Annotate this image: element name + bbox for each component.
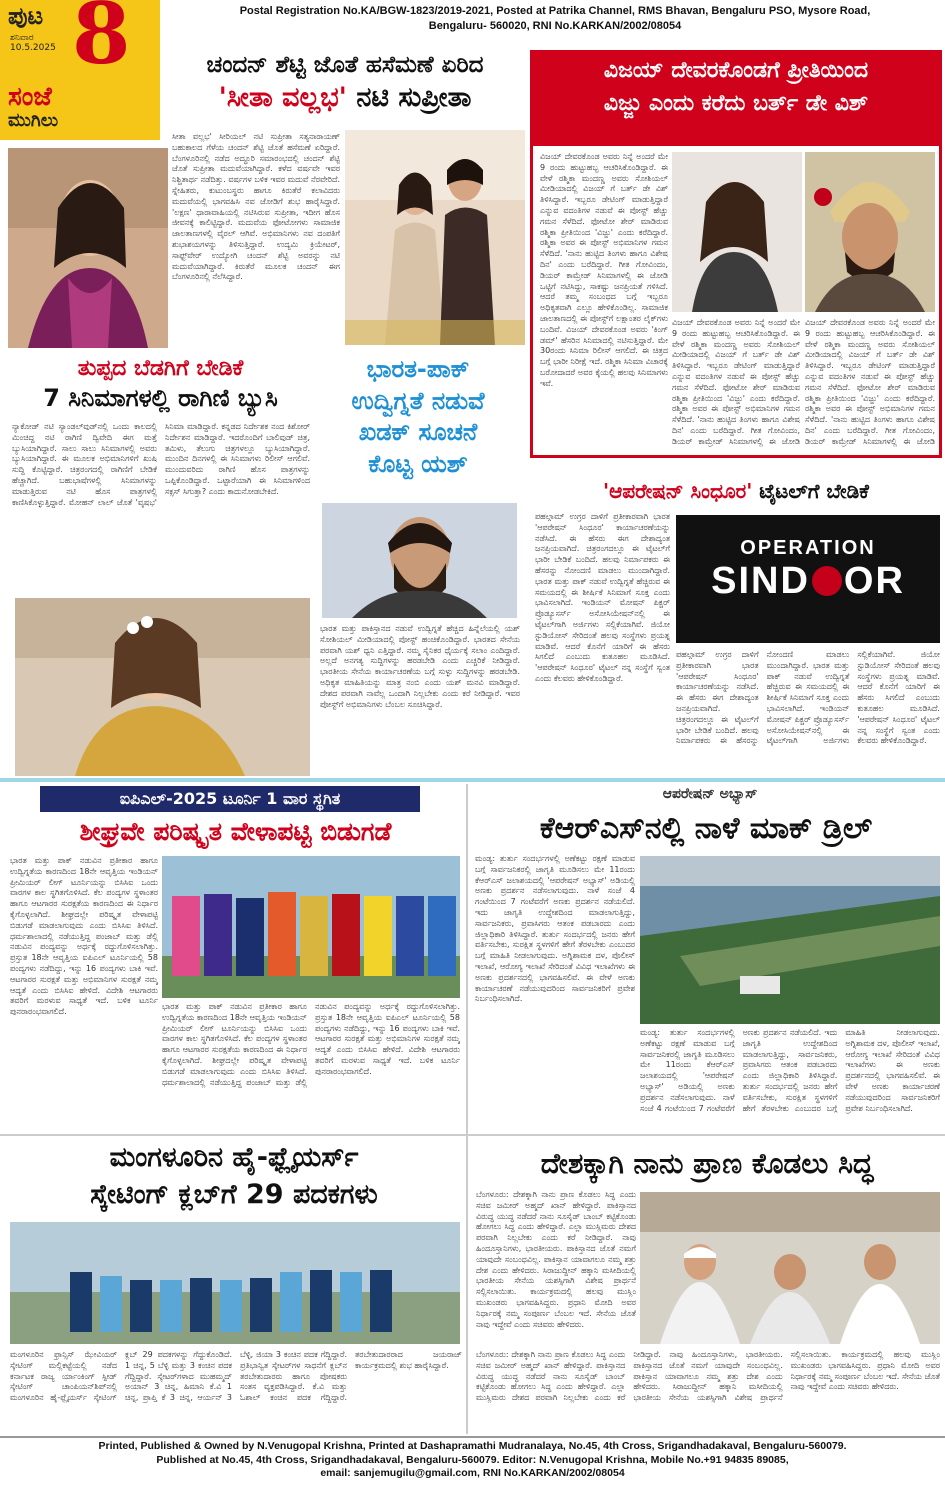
story1-headline-rest: ನಟಿ ಸುಪ್ರೀತಾ (346, 82, 472, 114)
rashmika-photo (672, 152, 802, 312)
story7-kicker: ಆಪರೇಷನ್ ಅಭ್ಯಾಸ್ (662, 786, 758, 802)
footer-line-3: email: sanjemugilu@gmail.com, RNI No.KARKAN/2002/08054 (320, 1467, 625, 1480)
story5-body-lower: ಪಹಲ್ಗಾಮ್ ಉಗ್ರರ ದಾಳಿಗೆ ಪ್ರತೀಕಾರವಾಗಿ ಭಾರತ 'ಆಪರೇಷನ್ ಸಿಂಧೂರ' ಕಾರ್ಯಾಚರಣೆಯನ್ನು ನಡೆಸಿದೆ. ಈ ಹೆಸರು ಈಗ ದೇಶಾದ್ಯಂತ ಜನಪ್ರಿಯವಾಗಿದೆ. ಚಿತ್ರರಂಗದಲ್ಲೂ ಈ ಟೈಟಲ್‌ಗೆ ಭಾರೀ ಬೇಡಿಕೆ ಬಂದಿದೆ. ಹಲವು ನಿರ್ಮಾಪಕರು ಈ ಹೆಸರನ್ನು ನೋಂದಣಿ ಮಾಡಲು ಮುಂದಾಗಿದ್ದಾರೆ. ಭಾರತ ಮತ್ತು ಪಾಕ್ ನಡುವೆ ಉದ್ವಿಗ್ನತೆ ಹೆಚ್ಚಿರುವ ಈ ಸಮಯದಲ್ಲಿ ಈ ಶೀರ್ಷಿಕೆ ಸಿನಿಮಾಗೆ ಸೂಕ್ತ ಎಂದು ಭಾವಿಸಲಾಗಿದೆ. ಇಂಡಿಯನ್ ಮೋಷನ್ ಪಿಕ್ಚರ್ ಪ್ರೊಡ್ಯೂಸರ್ಸ್ ಅಸೋಸಿಯೇಷನ್‌ನಲ್ಲಿ ಈ ಟೈಟಲ್‌ಗಾಗಿ ಅರ್ಜಿಗಳು ಸಲ್ಲಿಕೆಯಾಗಿವೆ. ಜಿಯೋ ಸ್ಟುಡಿಯೋಸ್ ಸೇರಿದಂತೆ ಹಲವು ಸಂಸ್ಥೆಗಳು ಪ್ರಯತ್ನ ಮಾಡಿವೆ. ಆದರೆ ಕೊನೆಗೆ ಯಾರಿಗೆ ಈ ಹೆಸರು ಸಿಗಲಿದೆ ಎಂಬುದು ಕುತೂಹಲ ಮೂಡಿಸಿದೆ. 'ಆಪರೇಷನ್ ಸಿಂಧೂರ' ಟೈಟಲ್ ನನ್ನ ಸಂಸ್ಥೆಗೆ ಸ್ವಂತ ಎಂದು ಕೆಲವರು ಹೇಳಿಕೊಂಡಿದ್ದಾರೆ. (676, 650, 940, 746)
story6-body-left: ಭಾರತ ಮತ್ತು ಪಾಕ್ ನಡುವಿನ ಪ್ರತೀಕಾರ ಹಾಗೂ ಉದ್ವಿಗ್ನತೆಯ ಕಾರಣದಿಂದ 18ನೇ ಆವೃತ್ತಿಯ ಇಂಡಿಯನ್ ಪ್ರೀಮಿಯರ್ ಲೀಗ್ ಟೂರ್ನಿಯನ್ನು ಬಿಸಿಸಿಐ ಒಂದು ವಾರಗಳ ಕಾಲ ಸ್ಥಗಿತಗೊಳಿಸಿದೆ. ಕೆಲ ಪಂದ್ಯಗಳ ಸ್ಥಳಾಂತರ ಹಾಗೂ ಆಟಗಾರರ ಸುರಕ್ಷತೆಯ ಕಾರಣದಿಂದ ಈ ನಿರ್ಧಾರ ಕೈಗೊಳ್ಳಲಾಗಿದೆ. ಶೀಘ್ರದಲ್ಲೇ ಪರಿಷ್ಕೃತ ವೇಳಾಪಟ್ಟಿ ಬಿಡುಗಡೆ ಮಾಡಲಾಗುವುದು ಎಂದು ಬಿಸಿಸಿಐ ತಿಳಿಸಿದೆ. ಧರ್ಮಶಾಲಾದಲ್ಲಿ ನಡೆಯುತ್ತಿದ್ದ ಪಂಜಾಬ್ ಮತ್ತು ಡೆಲ್ಲಿ ನಡುವಿನ ಪಂದ್ಯವನ್ನು ಅರ್ಧಕ್ಕೆ ರದ್ದುಗೊಳಿಸಲಾಗಿತ್ತು. ಪ್ರಸ್ತುತ 18ನೇ ಆವೃತ್ತಿಯ ಐಪಿಎಲ್ ಟೂರ್ನಿಯಲ್ಲಿ 58 ಪಂದ್ಯಗಳು ನಡೆದಿದ್ದು, ಇನ್ನು 16 ಪಂದ್ಯಗಳು ಬಾಕಿ ಇವೆ. ಆಟಗಾರರ ಸುರಕ್ಷತೆ ಮತ್ತು ಅಭಿಮಾನಿಗಳ ಸುರಕ್ಷತೆ ನಮ್ಮ ಆದ್ಯತೆ ಎಂದು ಬಿಸಿಸಿಐ ಹೇಳಿದೆ. ವಿದೇಶಿ ಆಟಗಾರರು ತವರಿಗೆ ಮರಳುವ ಸಾಧ್ಯತೆ ಇದೆ. ಬಳಿಕ ಟೂರ್ನಿ ಪುನರಾರಂಭವಾಗಲಿದೆ. (10, 856, 158, 1017)
story4-body: ಭಾರತ ಮತ್ತು ಪಾಕಿಸ್ತಾನದ ನಡುವೆ ಉದ್ವಿಗ್ನತೆ ಹೆಚ್ಚಿದ ಹಿನ್ನೆಲೆಯಲ್ಲಿ ಯಶ್ ಸೋಶಿಯಲ್ ಮೀಡಿಯಾದಲ್ಲಿ ಪೋಸ್ಟ್ ಹಂಚಿಕೊಂಡಿದ್ದಾರೆ. ಭಾರತದ ಸೇನೆಯ ಪರವಾಗಿ ಯಶ್ ಧ್ವನಿ ಎತ್ತಿದ್ದಾರೆ. ನಮ್ಮ ಸೈನಿಕರ ಧೈರ್ಯಕ್ಕೆ ಸಲಾಂ ಎಂದಿದ್ದಾರೆ. ಅಲ್ಲದೆ ಅನಗತ್ಯ ಸುದ್ದಿಗಳನ್ನು ಹರಡಬೇಡಿ ಎಂದು ಎಚ್ಚರಿಕೆ ನೀಡಿದ್ದಾರೆ. ಭಾರತೀಯ ಸೇನೆಯ ಕಾರ್ಯಾಚರಣೆಯ ಬಗ್ಗೆ ಸುಳ್ಳು ಸುದ್ದಿಗಳನ್ನು ಹರಡಬೇಡಿ. ಅಧಿಕೃತ ಮಾಹಿತಿಯನ್ನು ಮಾತ್ರ ನಂಬಿ ಎಂದು ಯಶ್ ಮನವಿ ಮಾಡಿದ್ದಾರೆ. ದೇಶದ ಪರವಾಗಿ ನಾವೆಲ್ಲ ಒಂದಾಗಿ ನಿಲ್ಲಬೇಕು ಎಂದು ಕರೆ ನೀಡಿದ್ದಾರೆ. ಇವರ ಪೋಸ್ಟ್‌ಗೆ ಅಭಿಮಾನಿಗಳು ಬೆಂಬಲ ಸೂಚಿಸಿದ್ದಾರೆ. (320, 624, 520, 709)
story3-headline-line2: 7 ಸಿನಿಮಾಗಳಲ್ಲಿ ರಾಗಿಣಿ ಬ್ಯುಸಿ (43, 384, 278, 413)
story5-headline (530, 480, 942, 503)
story2-body-center: ವಿಜಯ್ ದೇವರಕೊಂಡ ಅವರು ನಿನ್ನೆ ಅಂದರೆ ಮೇ 9 ರಂದು ಹುಟ್ಟುಹಬ್ಬ ಆಚರಿಸಿಕೊಂಡಿದ್ದಾರೆ. ಈ ವೇಳೆ ರಶ್ಮಿಕಾ ಮಂದಣ್ಣ ಅವರು ಸೋಶಿಯಲ್ ಮೀಡಿಯಾದಲ್ಲಿ ವಿಜಯ್ ಗೆ ಬರ್ತ್ ಡೇ ವಿಶ್ ತಿಳಿಸಿದ್ದಾರೆ. ಇಬ್ಬರೂ ಡೇಟಿಂಗ್ ಮಾಡುತ್ತಿದ್ದಾರೆ ಎನ್ನುವ ವದಂತಿಗಳ ನಡುವೆ ಈ ಪೋಸ್ಟ್ ಹೆಚ್ಚು ಗಮನ ಸೆಳೆದಿದೆ. ಫೋಟೋ ಶೇರ್ ಮಾಡಿರುವ ರಶ್ಮಿಕಾ ಪ್ರೀತಿಯಿಂದ 'ವಿಜ್ಜು' ಎಂದು ಕರೆದಿದ್ದಾರೆ. ರಶ್ಮಿಕಾ ಅವರ ಈ ಪೋಸ್ಟ್ ಅಭಿಮಾನಿಗಳ ಗಮನ ಸೆಳೆದಿದೆ. 'ನಾನು ಹುಟ್ಟಿದ ತಿಂಗಳು ಹಾಗೂ ವಿಶೇಷ ದಿನ' ಎಂದು ಬರೆದಿದ್ದಾರೆ. ಗೀತ ಗೋವಿಂದಂ, ಡಿಯರ್ ಕಾಮ್ರೇಡ್ ಸಿನಿಮಾಗಳಲ್ಲಿ ಈ ಜೋಡಿ (672, 318, 800, 446)
postal-line-2: Bengaluru- 560020, RNI No.KARKAN/2002/08054 (428, 19, 682, 32)
story3-headline (8, 356, 313, 413)
imprint-footer (0, 1440, 945, 1491)
operation-sindoor-graphic (676, 515, 940, 643)
story5-body: ಪಹಲ್ಗಾಮ್ ಉಗ್ರರ ದಾಳಿಗೆ ಪ್ರತೀಕಾರವಾಗಿ ಭಾರತ 'ಆಪರೇಷನ್ ಸಿಂಧೂರ' ಕಾರ್ಯಾಚರಣೆಯನ್ನು ನಡೆಸಿದೆ. ಈ ಹೆಸರು ಈಗ ದೇಶಾದ್ಯಂತ ಜನಪ್ರಿಯವಾಗಿದೆ. ಚಿತ್ರರಂಗದಲ್ಲೂ ಈ ಟೈಟಲ್‌ಗೆ ಭಾರೀ ಬೇಡಿಕೆ ಬಂದಿದೆ. ಹಲವು ನಿರ್ಮಾಪಕರು ಈ ಹೆಸರನ್ನು ನೋಂದಣಿ ಮಾಡಲು ಮುಂದಾಗಿದ್ದಾರೆ. ಭಾರತ ಮತ್ತು ಪಾಕ್ ನಡುವೆ ಉದ್ವಿಗ್ನತೆ ಹೆಚ್ಚಿರುವ ಈ ಸಮಯದಲ್ಲಿ ಈ ಶೀರ್ಷಿಕೆ ಸಿನಿಮಾಗೆ ಸೂಕ್ತ ಎಂದು ಭಾವಿಸಲಾಗಿದೆ. ಇಂಡಿಯನ್ ಮೋಷನ್ ಪಿಕ್ಚರ್ ಪ್ರೊಡ್ಯೂಸರ್ಸ್ ಅಸೋಸಿಯೇಷನ್‌ನಲ್ಲಿ ಈ ಟೈಟಲ್‌ಗಾಗಿ ಅರ್ಜಿಗಳು ಸಲ್ಲಿಕೆಯಾಗಿವೆ. ಜಿಯೋ ಸ್ಟುಡಿಯೋಸ್ ಸೇರಿದಂತೆ ಹಲವು ಸಂಸ್ಥೆಗಳು ಪ್ರಯತ್ನ ಮಾಡಿವೆ. ಆದರೆ ಕೊನೆಗೆ ಯಾರಿಗೆ ಈ ಹೆಸರು ಸಿಗಲಿದೆ ಎಂಬುದು ಕುತೂಹಲ ಮೂಡಿಸಿದೆ. 'ಆಪರೇಷನ್ ಸಿಂಧೂರ' ಟೈಟಲ್ ನನ್ನ ಸಂಸ್ಥೆಗೆ ಸ್ವಂತ ಎಂದು ಕೆಲವರು ಹೇಳಿಕೊಂಡಿದ್ದಾರೆ. (535, 512, 670, 683)
sindoor-dot-icon (812, 566, 842, 596)
issue-day: ಶನಿವಾರ (10, 33, 34, 43)
footer-rule (0, 1436, 945, 1438)
story4-headline (318, 356, 518, 478)
footer-line-1: Printed, Published & Owned by N.Venugopal Krishna, Printed at Dashapramathi Mudranalaya, No.45, 4th Cross, Srigandhadakaval, Bengaluru-560079. (98, 1440, 847, 1452)
issue-date (10, 34, 56, 54)
story7-body-left: ಮಂಡ್ಯ: ತುರ್ತು ಸಂದರ್ಭಗಳಲ್ಲಿ ಅಣೆಕಟ್ಟು ರಕ್ಷಣೆ ಮಾಡುವ ಬಗ್ಗೆ ಸಾರ್ವಜನಿಕರಲ್ಲಿ ಜಾಗೃತಿ ಮೂಡಿಸಲು ಮೇ 11ರಂದು ಕೆಆರ್‌ಎಸ್ ಜಲಾಶಯದಲ್ಲಿ 'ಆಪರೇಷನ್ ಅಭ್ಯಾಸ್' ಅಡಿಯಲ್ಲಿ ಅಣಕು ಪ್ರದರ್ಶನ ನಡೆಸಲಾಗುವುದು. ನಾಳೆ ಸಂಜೆ 4 ಗಂಟೆಯಿಂದ 7 ಗಂಟೆವರೆಗೆ ಅಣಕು ಪ್ರದರ್ಶನ ನಡೆಯಲಿದೆ. ಇದು ಜಾಗೃತಿ ಉದ್ದೇಶದಿಂದ ಮಾಡಲಾಗುತ್ತಿದ್ದು, ಸಾರ್ವಜನಿಕರು, ಪ್ರವಾಸಿಗರು ಆತಂಕ ಪಡಬಾರದು ಎಂದು ಜಿಲ್ಲಾಧಿಕಾರಿ ತಿಳಿಸಿದ್ದಾರೆ. ತುರ್ತು ಸಂದರ್ಭದಲ್ಲಿ ಜನರು ಹೇಗೆ ವರ್ತಿಸಬೇಕು, ಸುರಕ್ಷಿತ ಸ್ಥಳಗಳಿಗೆ ಹೇಗೆ ತೆರಳಬೇಕು ಎಂಬುದರ ಬಗ್ಗೆ ಮಾಹಿತಿ ನೀಡಲಾಗುವುದು. ಅಗ್ನಿಶಾಮಕ ದಳ, ಪೊಲೀಸ್ ಇಲಾಖೆ, ಆರೋಗ್ಯ ಇಲಾಖೆ ಸೇರಿದಂತೆ ವಿವಿಧ ಇಲಾಖೆಗಳು ಈ ಅಣಕು ಪ್ರದರ್ಶನದಲ್ಲಿ ಭಾಗವಹಿಸಲಿವೆ. ಈ ವೇಳೆ ಅಣಕು ಕಾರ್ಯಾಚರಣೆ ನಡೆಯುವುದರಿಂದ ಸಾರ್ವಜನಿಕರಿಗೆ ಪ್ರವೇಶ ನಿರ್ಬಂಧಿಸಲಾಗಿದೆ. (475, 854, 635, 1004)
story8-headline-line2: ಸ್ಕೇಟಿಂಗ್ ಕ್ಲಬ್‌ಗೆ 29 ಪದಕಗಳು (90, 1179, 378, 1211)
story5-headline-rest: ಟೈಟಲ್‌ಗೆ ಬೇಡಿಕೆ (752, 479, 869, 503)
page-word: ಪುಟ (8, 2, 44, 30)
story2-headline-line1: ವಿಜಯ್ ದೇವರಕೊಂಡಗೆ ಪ್ರೀತಿಯಿಂದ (603, 58, 869, 83)
story1-headline-line1: ಚಂದನ್ ಶೆಟ್ಟಿ ಜೊತೆ ಹಸೆಮಣೆ ಏರಿದ (206, 52, 484, 78)
page-number: 8 (72, 0, 131, 83)
footer-line-2: Published at No.45, 4th Cross, Srigandhadakaval, Bengaluru-560079. Editor: N.Venugopal Krishna, Mobile No.+91 94835 89085, (156, 1453, 789, 1466)
postal-registration (170, 4, 940, 34)
section-divider (0, 778, 945, 782)
brand-subtitle: ಮುಗಿಲು (8, 110, 59, 131)
story8-headline-line1: ಮಂಗಳೂರಿನ ಹೈ-ಫ್ಲೈಯರ್ಸ್ (109, 1142, 359, 1173)
story5-headline-quote: 'ಆಪರೇಷನ್ ಸಿಂಧೂರ' (603, 479, 753, 503)
story8-body: ಮಂಗಳೂರಿನ ಫ್ರಾನ್ಸಿಸ್ ಝೇವಿಯರ್ ಸ್ಕೇಟಿಂಗ್ ಮಲ್ಲಿಕಟ್ಟೆಯಲ್ಲಿ ನಡೆದ ಕರ್ನಾಟಕ ರಾಜ್ಯ ರ್ಯಾಂಕಿಂಗ್ ಸ್ಪೀಡ್ ಸ್ಕೇಟಿಂಗ್ ಚಾಂಪಿಯನ್‌ಶಿಪ್‌ನಲ್ಲಿ ಮಂಗಳೂರಿನ ಹೈ-ಫ್ಲೈಯರ್ಸ್ ಸ್ಕೇಟಿಂಗ್ ಕ್ಲಬ್ 29 ಪದಕಗಳನ್ನು ಗೆದ್ದುಕೊಂಡಿದೆ. 1 ಚಿನ್ನ, 5 ಬೆಳ್ಳಿ ಮತ್ತು 3 ಕಂಚಿನ ಪದಕ ಗೆದ್ದಿದ್ದಾರೆ. ಸ್ಕೇಟರ್‌ಗಳಾದ ಮುಹಮ್ಮದ್ ಅಯಾನ್ 3 ಚಿನ್ನ, ಹಿಮಾನಿ ಕೆ.ವಿ 1 ಚಿನ್ನ, ಪ್ರಾಪ್ತಿ ಕೆ 3 ಚಿನ್ನ, ಆರ್ಯನ್ 3 ಬೆಳ್ಳಿ, ಜಿಯಾ 3 ಕಂಚಿನ ಪದಕ ಗೆದ್ದಿದ್ದಾರೆ. ಪ್ರತಿಭಾನ್ವಿತ ಸ್ಕೇಟರ್‌ಗಳ ಸಾಧನೆಗೆ ಕ್ಲಬ್‌ನ ತರಬೇತುದಾರರು ಹಾಗೂ ಪೋಷಕರು ಸಂತಸ ವ್ಯಕ್ತಪಡಿಸಿದ್ದಾರೆ. ಕೆ.ವಿ ಮತ್ತು ಓಶಾಲ್ ಕಂಚಿನ ಪದಕ ಗೆದ್ದಿದ್ದಾರೆ. ತರಬೇತುದಾರರಾದ ಜಯರಾಜ್ ಕಾರ್ಯಕ್ರಮದಲ್ಲಿ ಶುಭ ಹಾರೈಸಿದ್ದಾರೆ. (10, 1350, 462, 1403)
story4-headline-line3: ಖಡಕ್ ಸೂಚನೆ (358, 418, 478, 447)
section-rule-lower (0, 1134, 945, 1136)
yash-photo (322, 503, 517, 618)
story9-headline: ದೇಶಕ್ಕಾಗಿ ನಾನು ಪ್ರಾಣ ಕೊಡಲು ಸಿದ್ಧ (540, 1147, 874, 1180)
story6-headline: ಶೀಘ್ರವೇ ಪರಿಷ್ಕೃತ ವೇಳಾಪಟ್ಟಿ ಬಿಡುಗಡೆ (79, 817, 392, 846)
prayer-meeting-photo (640, 1192, 940, 1344)
column-rule (466, 784, 468, 1434)
ragini-photo (15, 598, 310, 776)
wedding-couple-photo (345, 130, 525, 345)
story6-kicker (40, 786, 420, 812)
story7-body-right: ಮಂಡ್ಯ: ತುರ್ತು ಸಂದರ್ಭಗಳಲ್ಲಿ ಅಣೆಕಟ್ಟು ರಕ್ಷಣೆ ಮಾಡುವ ಬಗ್ಗೆ ಸಾರ್ವಜನಿಕರಲ್ಲಿ ಜಾಗೃತಿ ಮೂಡಿಸಲು ಮೇ 11ರಂದು ಕೆಆರ್‌ಎಸ್ ಜಲಾಶಯದಲ್ಲಿ 'ಆಪರೇಷನ್ ಅಭ್ಯಾಸ್' ಅಡಿಯಲ್ಲಿ ಅಣಕು ಪ್ರದರ್ಶನ ನಡೆಸಲಾಗುವುದು. ನಾಳೆ ಸಂಜೆ 4 ಗಂಟೆಯಿಂದ 7 ಗಂಟೆವರೆಗೆ ಅಣಕು ಪ್ರದರ್ಶನ ನಡೆಯಲಿದೆ. ಇದು ಜಾಗೃತಿ ಉದ್ದೇಶದಿಂದ ಮಾಡಲಾಗುತ್ತಿದ್ದು, ಸಾರ್ವಜನಿಕರು, ಪ್ರವಾಸಿಗರು ಆತಂಕ ಪಡಬಾರದು ಎಂದು ಜಿಲ್ಲಾಧಿಕಾರಿ ತಿಳಿಸಿದ್ದಾರೆ. ತುರ್ತು ಸಂದರ್ಭದಲ್ಲಿ ಜನರು ಹೇಗೆ ವರ್ತಿಸಬೇಕು, ಸುರಕ್ಷಿತ ಸ್ಥಳಗಳಿಗೆ ಹೇಗೆ ತೆರಳಬೇಕು ಎಂಬುದರ ಬಗ್ಗೆ ಮಾಹಿತಿ ನೀಡಲಾಗುವುದು. ಅಗ್ನಿಶಾಮಕ ದಳ, ಪೊಲೀಸ್ ಇಲಾಖೆ, ಆರೋಗ್ಯ ಇಲಾಖೆ ಸೇರಿದಂತೆ ವಿವಿಧ ಇಲಾಖೆಗಳು ಈ ಅಣಕು ಪ್ರದರ್ಶನದಲ್ಲಿ ಭಾಗವಹಿಸಲಿವೆ. ಈ ವೇಳೆ ಅಣಕು ಕಾರ್ಯಾಚರಣೆ ನಡೆಯುವುದರಿಂದ ಸಾರ್ವಜನಿಕರಿಗೆ ಪ್ರವೇಶ ನಿರ್ಬಂಧಿಸಲಾಗಿದೆ. (640, 1028, 940, 1113)
brand-title: ಸಂಜೆ (8, 82, 52, 112)
story7-headline: ಕೆಆರ್‌ಎಸ್‌ನಲ್ಲಿ ನಾಳೆ ಮಾಕ್ ಡ್ರಿಲ್ (539, 811, 873, 846)
supritha-portrait-photo (8, 148, 168, 348)
story2-headline (530, 50, 942, 146)
story4-headline-line1: ಭಾರತ-ಪಾಕ್ (366, 355, 470, 383)
skating-club-photo (10, 1222, 460, 1344)
story2-body-left: ವಿಜಯ್ ದೇವರಕೊಂಡ ಅವರು ನಿನ್ನೆ ಅಂದರೆ ಮೇ 9 ರಂದು ಹುಟ್ಟುಹಬ್ಬ ಆಚರಿಸಿಕೊಂಡಿದ್ದಾರೆ. ಈ ವೇಳೆ ರಶ್ಮಿಕಾ ಮಂದಣ್ಣ ಅವರು ಸೋಶಿಯಲ್ ಮೀಡಿಯಾದಲ್ಲಿ ವಿಜಯ್ ಗೆ ಬರ್ತ್ ಡೇ ವಿಶ್ ತಿಳಿಸಿದ್ದಾರೆ. ಇಬ್ಬರೂ ಡೇಟಿಂಗ್ ಮಾಡುತ್ತಿದ್ದಾರೆ ಎನ್ನುವ ವದಂತಿಗಳ ನಡುವೆ ಈ ಪೋಸ್ಟ್ ಹೆಚ್ಚು ಗಮನ ಸೆಳೆದಿದೆ. ಫೋಟೋ ಶೇರ್ ಮಾಡಿರುವ ರಶ್ಮಿಕಾ ಪ್ರೀತಿಯಿಂದ 'ವಿಜ್ಜು' ಎಂದು ಕರೆದಿದ್ದಾರೆ. ರಶ್ಮಿಕಾ ಅವರ ಈ ಪೋಸ್ಟ್ ಅಭಿಮಾನಿಗಳ ಗಮನ ಸೆಳೆದಿದೆ. 'ನಾನು ಹುಟ್ಟಿದ ತಿಂಗಳು ಹಾಗೂ ವಿಶೇಷ ದಿನ' ಎಂದು ಬರೆದಿದ್ದಾರೆ. ಗೀತ ಗೋವಿಂದಂ, ಡಿಯರ್ ಕಾಮ್ರೇಡ್ ಸಿನಿಮಾಗಳಲ್ಲಿ ಈ ಜೋಡಿ ಒಟ್ಟಿಗೆ ನಟಿಸಿದ್ದು, ಸಾಕಷ್ಟು ಜನಪ್ರಿಯತೆ ಗಳಿಸಿದೆ. ಆದರೆ ತಮ್ಮ ಸಂಬಂಧದ ಬಗ್ಗೆ ಇಬ್ಬರೂ ಅಧಿಕೃತವಾಗಿ ಎಲ್ಲೂ ಹೇಳಿಕೊಂಡಿಲ್ಲ. ಸಾಮಾಜಿಕ ಜಾಲತಾಣದಲ್ಲಿ ಈ ಪೋಸ್ಟ್‌ಗೆ ಲಕ್ಷಾಂತರ ಲೈಕ್‌ಗಳು ಬಂದಿವೆ. ವಿಜಯ್ ದೇವರಕೊಂಡ ಅವರು 'ಕಿಂಗ್ ಡಮ್' ಹೆಸರಿನ ಸಿನಿಮಾದಲ್ಲಿ ನಟಿಸುತ್ತಿದ್ದಾರೆ. ಮೇ 30ರಂದು ಸಿನಿಮಾ ರಿಲೀಸ್ ಆಗಲಿದೆ. ಈ ಚಿತ್ರದ ಬಗ್ಗೆ ಭಾರೀ ನಿರೀಕ್ಷೆ ಇದೆ. ರಶ್ಮಿಕಾ ಸಿನಿಮಾ ವಿಚಾರಕ್ಕೆ ಬರೋದಾದರೆ ಅವರ ಕೈಯಲ್ಲಿ ಹಲವು ಸಿನಿಮಾಗಳು ಇವೆ. (540, 152, 668, 388)
postal-line-1: Postal Registration No.KA/BGW-1823/2019-2021, Posted at Patrika Channel, RMS Bhavan, Bengaluru PSO, Mysore Road, (239, 5, 871, 17)
story1-headline (165, 52, 525, 113)
story3-body: ನ್ಯಾಕೋಡ್‌ ನಟಿ ಸ್ಯಾಂಡಲ್‌ವುಡ್‌ನಲ್ಲಿ ಒಂದು ಕಾಲದಲ್ಲಿ ಮಿಂಚಿದ್ದ ನಟಿ ರಾಗಿಣಿ ದ್ವಿವೇದಿ ಈಗ ಮತ್ತೆ ಬ್ಯುಸಿಯಾಗಿದ್ದಾರೆ. ಸಾಲು ಸಾಲು ಸಿನಿಮಾಗಳಲ್ಲಿ ಅವರು ಬ್ಯುಸಿಯಾಗಿದ್ದಾರೆ. ಈ ಮೂಲಕ ಅಭಿಮಾನಿಗಳಿಗೆ ಖುಷಿ ಸುದ್ದಿ ಕೊಟ್ಟಿದ್ದಾರೆ. ಚಿತ್ರರಂಗದಲ್ಲಿ ರಾಗಿಣಿಗೆ ಬೇಡಿಕೆ ಹೆಚ್ಚಾಗಿದೆ. ಬಹುಭಾಷೆಗಳಲ್ಲಿ ಸಿನಿಮಾಗಳನ್ನು ಮಾಡುತ್ತಿರುವ ನಟಿ ಹೊಸ ಪಾತ್ರಗಳಲ್ಲಿ ಕಾಣಿಸಿಕೊಳ್ಳುತ್ತಿದ್ದಾರೆ. ಮೋಹನ್ ಲಾಲ್ ಜೊತೆ 'ವೃಷಭ' ಸಿನಿಮಾ ಮಾಡಿದ್ದಾರೆ. ಕನ್ನಡದ ನಿರ್ದೇಶಕ ನಂದ ಕಿಶೋರ್ ನಿರ್ದೇಶನ ಮಾಡಿದ್ದಾರೆ. ಇದರೊಂದಿಗೆ ಬಾಲಿವುಡ್ ಚಿತ್ರ, ತಮಿಳು, ತೆಲುಗು ಚಿತ್ರಗಳಲ್ಲೂ ಬ್ಯುಸಿಯಾಗಿದ್ದಾರೆ. ಮುಂದಿನ ದಿನಗಳಲ್ಲಿ ಈ ಸಿನಿಮಾಗಳು ರಿಲೀಸ್ ಆಗಲಿವೆ. ಮುಂದುವರಿದು ರಾಗಿಣಿ ಹೊಸ ಪಾತ್ರಗಳನ್ನು ಒಪ್ಪಿಕೊಂಡಿದ್ದಾರೆ. ಒಟ್ಟಾರೆಯಾಗಿ ಈ ಸಿನಿಮಾಗಳಿಂದ ಸಕ್ಸಸ್ ಸಿಗುತ್ತಾ? ಎಂದು ಕಾದುನೋಡಬೇಕಿದೆ. (12, 422, 310, 507)
vijay-devarakonda-photo (805, 152, 935, 312)
story4-headline-line4: ಕೊಟ್ಟ ಯಶ್ (368, 449, 468, 478)
graphic-sindoor-text-end: OR (843, 560, 905, 602)
story6-body-right: ಭಾರತ ಮತ್ತು ಪಾಕ್ ನಡುವಿನ ಪ್ರತೀಕಾರ ಹಾಗೂ ಉದ್ವಿಗ್ನತೆಯ ಕಾರಣದಿಂದ 18ನೇ ಆವೃತ್ತಿಯ ಇಂಡಿಯನ್ ಪ್ರೀಮಿಯರ್ ಲೀಗ್ ಟೂರ್ನಿಯನ್ನು ಬಿಸಿಸಿಐ ಒಂದು ವಾರಗಳ ಕಾಲ ಸ್ಥಗಿತಗೊಳಿಸಿದೆ. ಕೆಲ ಪಂದ್ಯಗಳ ಸ್ಥಳಾಂತರ ಹಾಗೂ ಆಟಗಾರರ ಸುರಕ್ಷತೆಯ ಕಾರಣದಿಂದ ಈ ನಿರ್ಧಾರ ಕೈಗೊಳ್ಳಲಾಗಿದೆ. ಶೀಘ್ರದಲ್ಲೇ ಪರಿಷ್ಕೃತ ವೇಳಾಪಟ್ಟಿ ಬಿಡುಗಡೆ ಮಾಡಲಾಗುವುದು ಎಂದು ಬಿಸಿಸಿಐ ತಿಳಿಸಿದೆ. ಧರ್ಮಶಾಲಾದಲ್ಲಿ ನಡೆಯುತ್ತಿದ್ದ ಪಂಜಾಬ್ ಮತ್ತು ಡೆಲ್ಲಿ ನಡುವಿನ ಪಂದ್ಯವನ್ನು ಅರ್ಧಕ್ಕೆ ರದ್ದುಗೊಳಿಸಲಾಗಿತ್ತು. ಪ್ರಸ್ತುತ 18ನೇ ಆವೃತ್ತಿಯ ಐಪಿಎಲ್ ಟೂರ್ನಿಯಲ್ಲಿ 58 ಪಂದ್ಯಗಳು ನಡೆದಿದ್ದು, ಇನ್ನು 16 ಪಂದ್ಯಗಳು ಬಾಕಿ ಇವೆ. ಆಟಗಾರರ ಸುರಕ್ಷತೆ ಮತ್ತು ಅಭಿಮಾನಿಗಳ ಸುರಕ್ಷತೆ ನಮ್ಮ ಆದ್ಯತೆ ಎಂದು ಬಿಸಿಸಿಐ ಹೇಳಿದೆ. ವಿದೇಶಿ ಆಟಗಾರರು ತವರಿಗೆ ಮರಳುವ ಸಾಧ್ಯತೆ ಇದೆ. ಬಳಿಕ ಟೂರ್ನಿ ಪುನರಾರಂಭವಾಗಲಿದೆ. (162, 1002, 460, 1087)
issue-date-value: 10.5.2025 (10, 42, 56, 53)
story4-headline-line2: ಉದ್ವಿಗ್ನತೆ ನಡುವೆ (351, 386, 485, 415)
krs-dam-photo (640, 856, 940, 1024)
story6-kicker-text: ಐಪಿಎಲ್-2025 ಟೂರ್ನಿ 1 ವಾರ ಸ್ಥಗಿತ (119, 789, 341, 808)
story9-body-right: ಬೆಂಗಳೂರು: ದೇಶಕ್ಕಾಗಿ ನಾನು ಪ್ರಾಣ ಕೊಡಲು ಸಿದ್ಧ ಎಂದು ಸಚಿವ ಜಮೀರ್ ಅಹ್ಮದ್ ಖಾನ್ ಹೇಳಿದ್ದಾರೆ. ಪಾಕಿಸ್ತಾನದ ವಿರುದ್ಧ ಯುದ್ಧ ನಡೆದರೆ ನಾನು ಸೂಸೈಡ್ ಬಾಂಬ್ ಕಟ್ಟಿಕೊಂಡು ಹೋಗಲು ಸಿದ್ಧ ಎಂದು ಹೇಳಿದ್ದಾರೆ. ಎಲ್ಲಾ ಮುಸ್ಲಿಮರು ದೇಶದ ಪರವಾಗಿ ನಿಲ್ಲಬೇಕು ಎಂದು ಕರೆ ನೀಡಿದ್ದಾರೆ. ನಾವು ಹಿಂದೂಸ್ತಾನಿಗಳು, ಭಾರತೀಯರು. ಪಾಕಿಸ್ತಾನದ ಜೊತೆ ನಮಗೆ ಯಾವುದೇ ಸಂಬಂಧವಿಲ್ಲ. ಪಾಕಿಸ್ತಾನ ಯಾವಾಗಲೂ ನಮ್ಮ ಶತ್ರು ದೇಶ ಎಂದು ಹೇಳಿದರು. ಸಿರಾಜುದ್ದೀನ್ ಹಕ್ಕಾನಿ ಮಸೀದಿಯಲ್ಲಿ ಭಾರತೀಯ ಸೇನೆಯ ಯಶಸ್ಸಿಗಾಗಿ ವಿಶೇಷ ಪ್ರಾರ್ಥನೆ ಸಲ್ಲಿಸಲಾಯಿತು. ಕಾರ್ಯಕ್ರಮದಲ್ಲಿ ಹಲವು ಮುಸ್ಲಿಂ ಮುಖಂಡರು ಭಾಗವಹಿಸಿದ್ದರು. ಪ್ರಧಾನಿ ಮೋದಿ ಅವರ ನಿರ್ಧಾರಕ್ಕೆ ನಮ್ಮ ಸಂಪೂರ್ಣ ಬೆಂಬಲ ಇದೆ. ಸೇನೆಯ ಜೊತೆ ನಾವು ಇದ್ದೇವೆ ಎಂದು ಸಚಿವರು ಹೇಳಿದರು. (476, 1350, 940, 1403)
story1-body: ಸೀತಾ ವಲ್ಲಭ' ಸೀರಿಯಲ್ ನಟಿ ಸುಪ್ರೀತಾ ಸತ್ಯನಾರಾಯಣ್ ಬಹುಕಾಲದ ಗೆಳೆಯ ಚಂದನ್ ಶೆಟ್ಟಿ ಜೊತೆ ಹಸೆಮಣೆ ಏರಿದ್ದಾರೆ. ಬೆಂಗಳೂರಿನಲ್ಲಿ ನಡೆದ ಅದ್ಧೂರಿ ಸಮಾರಂಭದಲ್ಲಿ ಚಂದನ್ ಶೆಟ್ಟಿ ಜೊತೆ ಸುಪ್ರೀತಾ ಮದುವೆಯಾಗಿದ್ದಾರೆ. ಕಳೆದ ವರ್ಷವೇ ಇವರ ನಿಶ್ಚಿತಾರ್ಥ ನಡೆದಿತ್ತು. ವರ್ಷಗಳ ಬಳಿಕ ಇವರ ಮದುವೆ ನೆರವೇರಿದೆ. ಸ್ನೇಹಿತರು, ಕುಟುಂಬಸ್ಥರು ಹಾಗೂ ಕಿರುತೆರೆ ಕಲಾವಿದರು ಮದುವೆಯಲ್ಲಿ ಭಾಗವಹಿಸಿ ನವ ಜೋಡಿಗೆ ಶುಭ ಹಾರೈಸಿದ್ದಾರೆ. 'ಲಕ್ಷಣ' ಧಾರಾವಾಹಿಯಲ್ಲಿ ನಟಿಸಿರುವ ಸುಪ್ರೀತಾ, ಇದೀಗ ಹೊಸ ಜೀವನಕ್ಕೆ ಕಾಲಿಟ್ಟಿದ್ದಾರೆ. ಮದುವೆಯ ಫೋಟೋಗಳು ಸಾಮಾಜಿಕ ಜಾಲತಾಣಗಳಲ್ಲಿ ವೈರಲ್ ಆಗಿವೆ. ಅಭಿಮಾನಿಗಳು ನವ ದಂಪತಿಗೆ ಶುಭಾಶಯಗಳನ್ನು ತಿಳಿಸುತ್ತಿದ್ದಾರೆ. ಉದ್ಯಮಿ ಕ್ರಿಯೇಟರ್, ಸಾಫ್ಟ್‌ವೇರ್ ಉದ್ಯೋಗಿ ಚಂದನ್ ಶೆಟ್ಟಿ ಅವರನ್ನು ನಟಿ ಮದುವೆಯಾಗಿದ್ದಾರೆ. ಕಿರುತೆರೆ ಮೂಲಕ ಚಂದನ್ ಈಗ ಬೆಂಗಳೂರಿನಲ್ಲಿ ನೆಲೆಸಿದ್ದಾರೆ. (172, 132, 340, 282)
story3-headline-line1: ತುಪ್ಪದ ಬೆಡಗಿಗೆ ಬೇಡಿಕೆ (77, 356, 244, 381)
story8-headline (8, 1142, 460, 1210)
story1-headline-quote: 'ಸೀತಾ ವಲ್ಲಭ' (218, 82, 347, 114)
story9-body-left: ಬೆಂಗಳೂರು: ದೇಶಕ್ಕಾಗಿ ನಾನು ಪ್ರಾಣ ಕೊಡಲು ಸಿದ್ಧ ಎಂದು ಸಚಿವ ಜಮೀರ್ ಅಹ್ಮದ್ ಖಾನ್ ಹೇಳಿದ್ದಾರೆ. ಪಾಕಿಸ್ತಾನದ ವಿರುದ್ಧ ಯುದ್ಧ ನಡೆದರೆ ನಾನು ಸೂಸೈಡ್ ಬಾಂಬ್ ಕಟ್ಟಿಕೊಂಡು ಹೋಗಲು ಸಿದ್ಧ ಎಂದು ಹೇಳಿದ್ದಾರೆ. ಎಲ್ಲಾ ಮುಸ್ಲಿಮರು ದೇಶದ ಪರವಾಗಿ ನಿಲ್ಲಬೇಕು ಎಂದು ಕರೆ ನೀಡಿದ್ದಾರೆ. ನಾವು ಹಿಂದೂಸ್ತಾನಿಗಳು, ಭಾರತೀಯರು. ಪಾಕಿಸ್ತಾನದ ಜೊತೆ ನಮಗೆ ಯಾವುದೇ ಸಂಬಂಧವಿಲ್ಲ. ಪಾಕಿಸ್ತಾನ ಯಾವಾಗಲೂ ನಮ್ಮ ಶತ್ರು ದೇಶ ಎಂದು ಹೇಳಿದರು. ಸಿರಾಜುದ್ದೀನ್ ಹಕ್ಕಾನಿ ಮಸೀದಿಯಲ್ಲಿ ಭಾರತೀಯ ಸೇನೆಯ ಯಶಸ್ಸಿಗಾಗಿ ವಿಶೇಷ ಪ್ರಾರ್ಥನೆ ಸಲ್ಲಿಸಲಾಯಿತು. ಕಾರ್ಯಕ್ರಮದಲ್ಲಿ ಹಲವು ಮುಸ್ಲಿಂ ಮುಖಂಡರು ಭಾಗವಹಿಸಿದ್ದರು. ಪ್ರಧಾನಿ ಮೋದಿ ಅವರ ನಿರ್ಧಾರಕ್ಕೆ ನಮ್ಮ ಸಂಪೂರ್ಣ ಬೆಂಬಲ ಇದೆ. ಸೇನೆಯ ಜೊತೆ ನಾವು ಇದ್ದೇವೆ ಎಂದು ಸಚಿವರು ಹೇಳಿದರು. (476, 1190, 636, 1329)
story2-headline-line2: ವಿಜ್ಜು ಎಂದು ಕರೆದು ಬರ್ತ್ ಡೇ ವಿಶ್ (603, 91, 869, 117)
ipl-captains-photo (162, 856, 460, 998)
graphic-operation-text: OPERATION (740, 537, 876, 559)
graphic-sindoor-text: SIND (711, 560, 810, 602)
story2-body-right: ವಿಜಯ್ ದೇವರಕೊಂಡ ಅವರು ನಿನ್ನೆ ಅಂದರೆ ಮೇ 9 ರಂದು ಹುಟ್ಟುಹಬ್ಬ ಆಚರಿಸಿಕೊಂಡಿದ್ದಾರೆ. ಈ ವೇಳೆ ರಶ್ಮಿಕಾ ಮಂದಣ್ಣ ಅವರು ಸೋಶಿಯಲ್ ಮೀಡಿಯಾದಲ್ಲಿ ವಿಜಯ್ ಗೆ ಬರ್ತ್ ಡೇ ವಿಶ್ ತಿಳಿಸಿದ್ದಾರೆ. ಇಬ್ಬರೂ ಡೇಟಿಂಗ್ ಮಾಡುತ್ತಿದ್ದಾರೆ ಎನ್ನುವ ವದಂತಿಗಳ ನಡುವೆ ಈ ಪೋಸ್ಟ್ ಹೆಚ್ಚು ಗಮನ ಸೆಳೆದಿದೆ. ಫೋಟೋ ಶೇರ್ ಮಾಡಿರುವ ರಶ್ಮಿಕಾ ಪ್ರೀತಿಯಿಂದ 'ವಿಜ್ಜು' ಎಂದು ಕರೆದಿದ್ದಾರೆ. ರಶ್ಮಿಕಾ ಅವರ ಈ ಪೋಸ್ಟ್ ಅಭಿಮಾನಿಗಳ ಗಮನ ಸೆಳೆದಿದೆ. 'ನಾನು ಹುಟ್ಟಿದ ತಿಂಗಳು ಹಾಗೂ ವಿಶೇಷ ದಿನ' ಎಂದು ಬರೆದಿದ್ದಾರೆ. ಗೀತ ಗೋವಿಂದಂ, ಡಿಯರ್ ಕಾಮ್ರೇಡ್ ಸಿನಿಮಾಗಳಲ್ಲಿ ಈ ಜೋಡಿ (805, 318, 935, 446)
